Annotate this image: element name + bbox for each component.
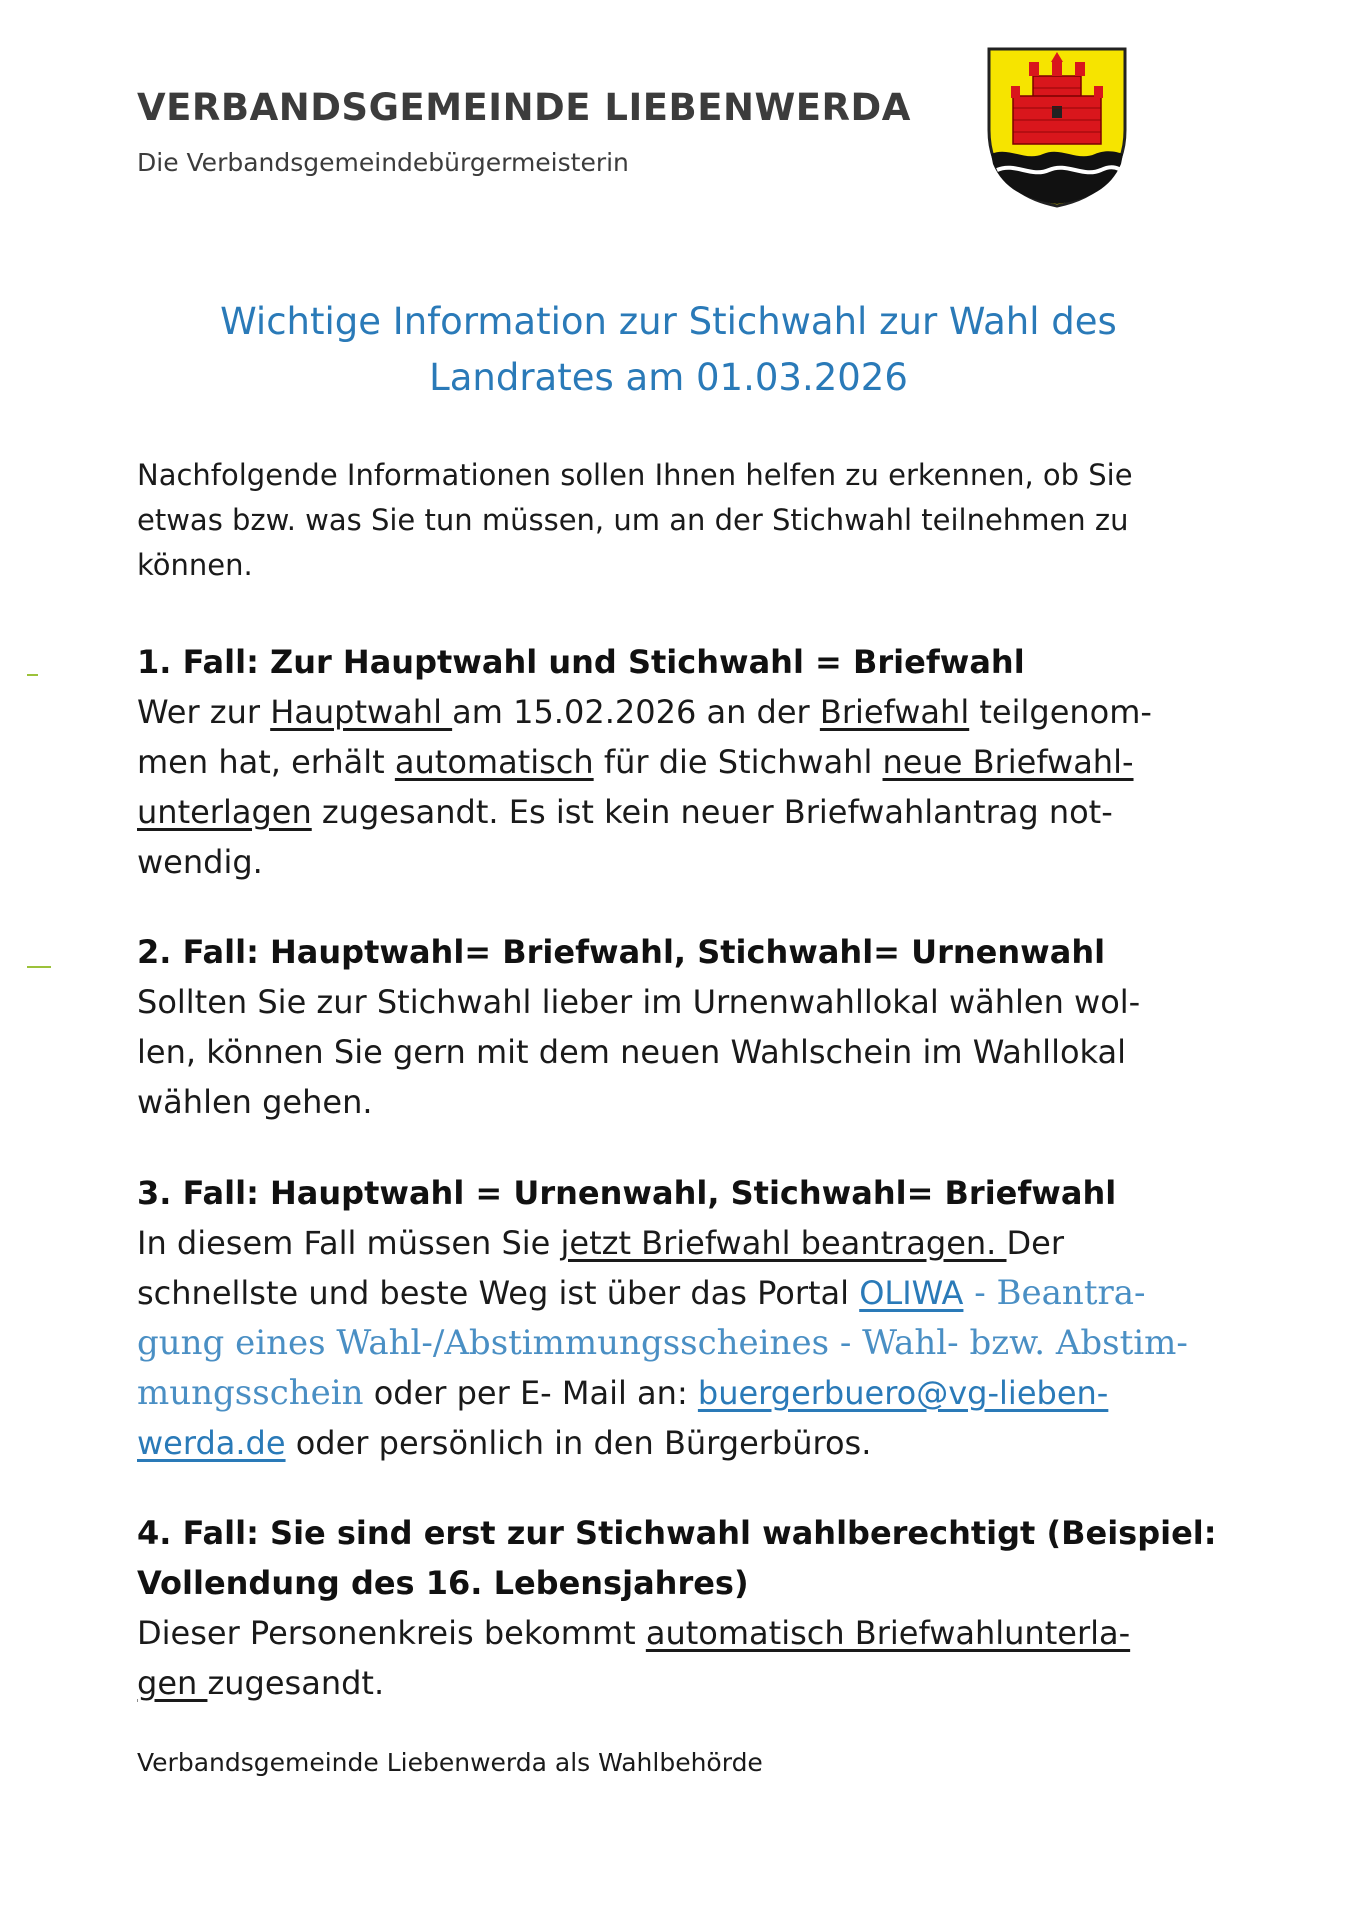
case-text: In diesem Fall müssen Sie jetzt Briefwahl beantragen. Der schnellste und beste Weg ist über das Portal OLIWA - Beantra- gung eines Wahl-/Abstimmungsscheines - Wahl- bzw. Abstim- mungsschein oder per E- Mail an: buergerbuero@vg-lieben- werda.de oder persönlich in den Bürgerbüros. [137, 1224, 1188, 1462]
case-heading: 2. Fall: Hauptwahl= Briefwahl, Stichwahl= Urnenwahl [137, 933, 1106, 971]
oliwa-portal-link[interactable]: OLIWA [859, 1274, 964, 1312]
margin-mark [27, 966, 51, 968]
footer-signature: Verbandsgemeinde Liebenwerda als Wahlbehörde [137, 1748, 763, 1777]
margin-mark [27, 674, 38, 676]
case-heading: 4. Fall: Sie sind erst zur Stichwahl wahlberechtigt (Beispiel: Vollendung des 16. Lebensjahres) [137, 1514, 1217, 1602]
case-heading: 3. Fall: Hauptwahl = Urnenwahl, Stichwahl= Briefwahl [137, 1174, 1117, 1212]
email-link[interactable]: werda.de [137, 1424, 286, 1462]
title-line: Landrates am 01.03.2026 [429, 356, 908, 399]
organization-subtitle: Die Verbandsgemeindebürgermeisterin [137, 148, 629, 177]
case-text: Sollten Sie zur Stichwahl lieber im Urnenwahllokal wählen wol- len, können Sie gern mit dem neuen Wahlschein im Wahllokal wählen gehen. [137, 983, 1141, 1121]
case-1-section [137, 637, 1227, 887]
email-link[interactable]: buergerbuero@vg-lieben- [697, 1374, 1109, 1412]
organization-name: VERBANDSGEMEINDE LIEBENWERDA [137, 86, 911, 129]
case-heading: 1. Fall: Zur Hauptwahl und Stichwahl = Briefwahl [137, 643, 1025, 681]
case-2-section [137, 927, 1227, 1127]
case-text: Dieser Personenkreis bekommt automatisch Briefwahlunterla- gen zugesandt. [137, 1614, 1131, 1702]
intro-paragraph: Nachfolgende Informationen sollen Ihnen helfen zu erkennen, ob Sie etwas bzw. was Sie tun müssen, um an der Stichwahl teilnehmen zu können. [137, 458, 1133, 582]
coat-of-arms-tower-icon [985, 46, 1129, 208]
document-title [137, 294, 1200, 406]
case-text: Wer zur Hauptwahl am 15.02.2026 an der Briefwahl teilgenom- men hat, erhält automatisch für die Stichwahl neue Briefwahl- unterlagen zugesandt. Es ist kein neuer Briefwahlantrag not- wendig. [137, 693, 1152, 881]
title-line: Wichtige Information zur Stichwahl zur Wahl des [220, 300, 1117, 343]
case-3-section [137, 1168, 1227, 1468]
case-4-section [137, 1508, 1227, 1708]
